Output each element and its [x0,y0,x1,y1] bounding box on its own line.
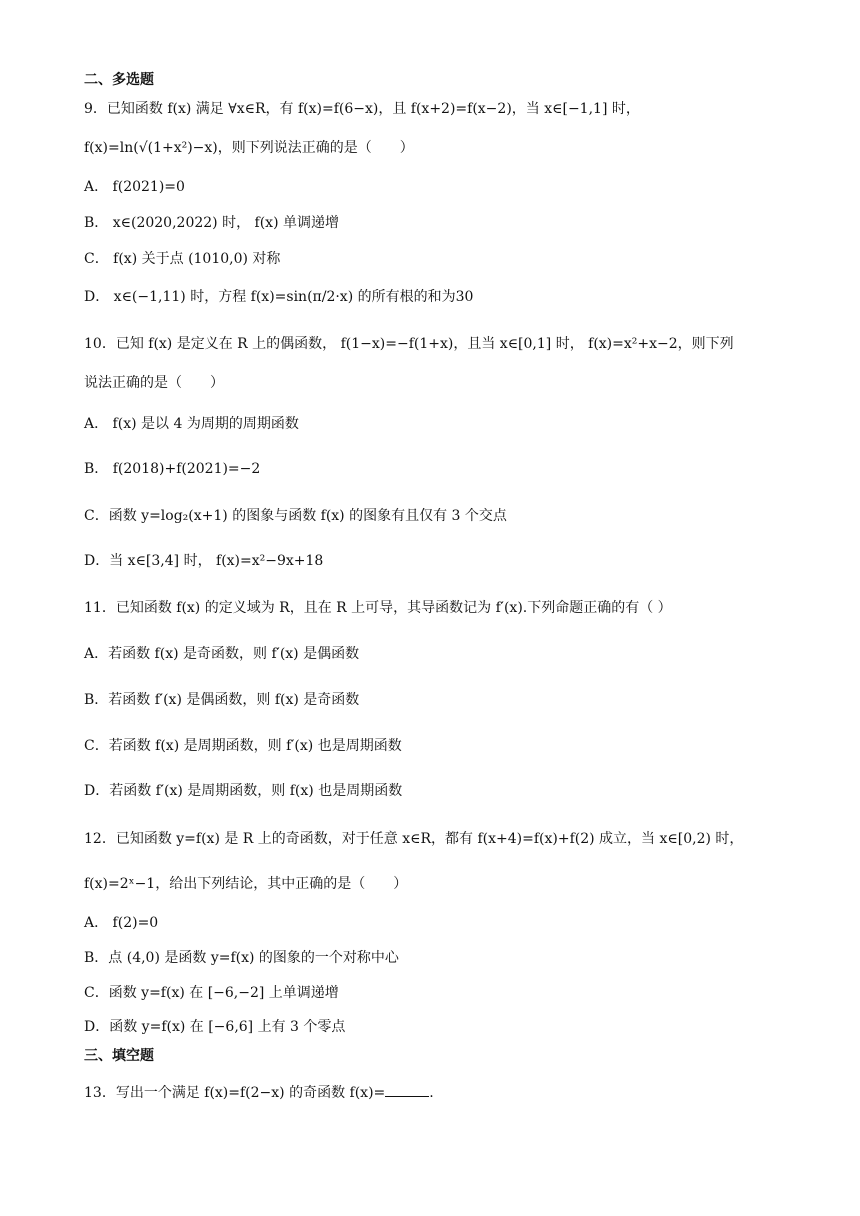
question-11-option-b: B．若函数 f′(x) 是偶函数，则 f(x) 是奇函数 [84,692,360,708]
question-10-option-a: A． f(x) 是以 4 为周期的周期函数 [84,416,299,432]
question-11-option-c: C．若函数 f(x) 是周期函数，则 f′(x) 也是周期函数 [84,738,402,754]
question-9-option-c: C． f(x) 关于点 (1010,0) 对称 [84,251,281,267]
answer-blank[interactable] [385,1082,429,1097]
question-12-option-d: D．函数 y=f(x) 在 [−6,6] 上有 3 个零点 [84,1019,346,1035]
question-12-option-b: B．点 (4,0) 是函数 y=f(x) 的图象的一个对称中心 [84,950,399,966]
section-title-fill-in: 三、填空题 [84,1048,154,1064]
question-13-stem [84,1082,434,1103]
question-10-stem-line1: 10．已知 f(x) 是定义在 R 上的偶函数， f(1−x)=−f(1+x)，且当 x∈[0,1] 时， f(x)=x²+x−2，则下列 [84,336,734,352]
question-9-stem-line2: f(x)=ln(√(1+x²)−x)，则下列说法正确的是（ ） [84,140,414,156]
question-10-option-d: D．当 x∈[3,4] 时， f(x)=x²−9x+18 [84,553,324,569]
question-10-option-b: B． f(2018)+f(2021)=−2 [84,461,261,477]
question-9-option-a: A． f(2021)=0 [84,179,185,195]
question-12-option-a: A． f(2)=0 [84,915,159,931]
question-12-stem-line2: f(x)=2ˣ−1，给出下列结论，其中正确的是（ ） [84,876,408,892]
question-12-option-c: C．函数 y=f(x) 在 [−6,−2] 上单调递增 [84,985,339,1001]
question-13-end: . [429,1085,434,1101]
question-11-stem: 11．已知函数 f(x) 的定义域为 R，且在 R 上可导，其导函数记为 f′(x).下列命题正确的有（ ） [84,600,672,616]
question-10-stem-line2: 说法正确的是（ ） [84,375,224,391]
question-9-option-b: B． x∈(2020,2022) 时， f(x) 单调递增 [84,215,339,231]
question-11-option-d: D．若函数 f′(x) 是周期函数，则 f(x) 也是周期函数 [84,783,403,799]
question-13-text: 13．写出一个满足 f(x)=f(2−x) 的奇函数 f(x)= [84,1085,386,1101]
question-11-option-a: A．若函数 f(x) 是奇函数，则 f′(x) 是偶函数 [84,646,360,662]
question-9-option-d: D． x∈(−1,11) 时，方程 f(x)=sin(π/2·x) 的所有根的和为30 [84,289,474,305]
question-10-option-c: C．函数 y=log₂(x+1) 的图象与函数 f(x) 的图象有且仅有 3 个交点 [84,508,507,524]
question-9-stem-line1: 9．已知函数 f(x) 满足 ∀x∈R，有 f(x)=f(6−x)，且 f(x+2)=f(x−2)，当 x∈[−1,1] 时， [84,101,640,117]
question-12-stem-line1: 12．已知函数 y=f(x) 是 R 上的奇函数，对于任意 x∈R，都有 f(x+4)=f(x)+f(2) 成立，当 x∈[0,2) 时， [84,831,744,847]
section-title-multiple-choice: 二、多选题 [84,72,154,88]
